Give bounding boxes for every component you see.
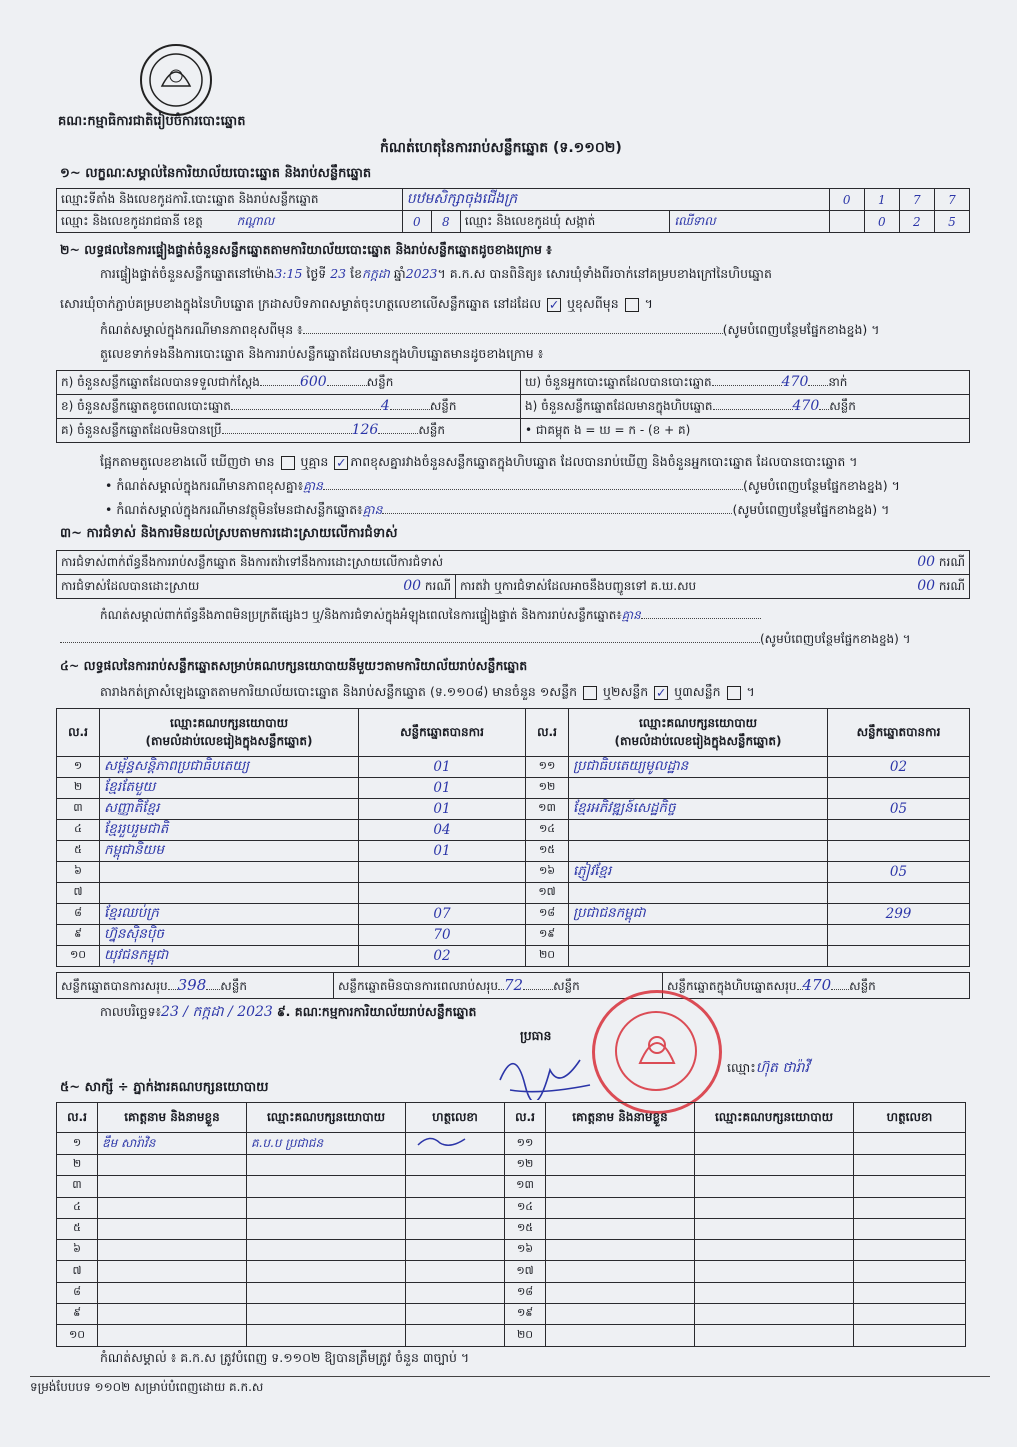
party-votes: 01 xyxy=(359,799,526,820)
province-code-digit: 8 xyxy=(431,211,460,233)
witness-row xyxy=(57,1240,966,1261)
commune-code-digit: 5 xyxy=(934,211,969,233)
results-row xyxy=(57,757,970,778)
col-name: គោត្តនាម និងនាមខ្លួន xyxy=(546,1103,695,1133)
province-value: កណ្ដាល xyxy=(236,213,275,228)
party-name xyxy=(569,778,828,799)
party-votes: 07 xyxy=(359,904,526,925)
party-votes: 70 xyxy=(359,925,526,946)
objection-row1: ការជំទាស់ពាក់ព័ន្ធនឹងការរាប់សន្លឹកឆ្នោត និងការតវ៉ាទៅនឹងការដោះស្រាយលើការជំទាស់ 00 ករណី xyxy=(57,551,970,575)
witness-name[interactable] xyxy=(546,1304,695,1325)
witness-number[interactable]: ៧ xyxy=(57,1261,98,1282)
witness-party[interactable] xyxy=(247,1176,406,1197)
checkbox-no-diff[interactable]: ✓ xyxy=(336,454,347,470)
party-votes: 05 xyxy=(828,799,970,820)
chair-signature-icon xyxy=(490,1040,600,1100)
witness-signature[interactable] xyxy=(854,1304,966,1325)
witness-number[interactable]: ៤ xyxy=(57,1197,98,1218)
diff-note: • កំណត់សម្គាល់ក្នុងករណីមានភាពខុសគ្នា៖គ្មាន (សូមបំពេញបន្ថែមផ្នែកខាងខ្នង) ។ xyxy=(105,478,900,493)
section3-heading: ៣~ ការជំទាស់ និងការមិនយល់ស្របតាមការដោះស្រាយលើការជំទាស់ xyxy=(60,526,398,541)
station-name-label: ឈ្មោះទីតាំង និងលេខកូដការិ.បោះឆ្នោត និងរាប់សន្លឹកឆ្នោត xyxy=(57,189,403,211)
commune-code-digit: 0 xyxy=(864,211,899,233)
witness-name[interactable] xyxy=(546,1261,695,1282)
station-table xyxy=(56,188,970,233)
witness-party[interactable] xyxy=(695,1155,854,1176)
witness-name[interactable] xyxy=(98,1282,247,1303)
count-c: គ) ចំនួនសន្លឹកឆ្នោតដែលមិនបានប្រើ 126 សន្លឹក xyxy=(57,419,521,443)
witness-party[interactable] xyxy=(247,1218,406,1239)
total-box: សន្លឹកឆ្នោតក្នុងហិបឆ្នោតសរុប 470 សន្លឹក xyxy=(663,973,970,999)
witness-name[interactable] xyxy=(546,1197,695,1218)
witness-name[interactable] xyxy=(98,1304,247,1325)
verify-time: 3:15 xyxy=(274,266,303,281)
station-code-digit: 1 xyxy=(864,189,899,211)
party-name: ប្រជាធិបតេយ្យមូលដ្ឋាន xyxy=(569,757,828,778)
party-votes: 04 xyxy=(359,820,526,841)
party-votes xyxy=(828,946,970,967)
copies-note: កំណត់សម្គាល់ ៖ គ.ក.ស ត្រូវបំពេញ ទ.១១០២ ឱ្យបានត្រឹមត្រូវ ចំនួន ៣ច្បាប់ ។ xyxy=(100,1350,470,1365)
party-number: ១៨ xyxy=(526,904,569,925)
difference-note-line: កំណត់សម្គាល់ក្នុងករណីមានភាពខុសពីមុន ៖ (សូមបំពេញបន្ថែមផ្នែកខាងខ្នង) ។ xyxy=(100,322,880,337)
total-invalid: សន្លឹកឆ្នោតមិនបានការពេលរាប់សរុប 72 សន្លឹក xyxy=(334,973,663,999)
party-name: សញ្ញាតិខ្មែរ xyxy=(100,799,359,820)
party-name: ប្រជាជនកម្ពុជា xyxy=(569,904,828,925)
witness-signature[interactable] xyxy=(406,1176,505,1197)
witness-number[interactable]: ៣ xyxy=(57,1176,98,1197)
witness-signature[interactable] xyxy=(854,1282,966,1303)
section1-heading: ១~ លក្ខណៈសម្គាល់នៃការិយាល័យបោះឆ្នោត និងរាប់សន្លឹកឆ្នោត xyxy=(60,166,372,181)
party-number: ១១ xyxy=(526,757,569,778)
results-row xyxy=(57,799,970,820)
witness-name[interactable] xyxy=(98,1240,247,1261)
foreign-object-note: • កំណត់សម្គាល់ក្នុងករណីមានវត្ថុមិនមែនជាសន្លឹកឆ្នោត៖គ្មាន (សូមបំពេញបន្ថែមផ្នែកខាងខ្នង) ។ xyxy=(105,502,890,517)
witness-row xyxy=(57,1197,966,1218)
col-votes: សន្លឹកឆ្នោតបានការ xyxy=(359,709,526,757)
witness-number[interactable]: ២ xyxy=(57,1155,98,1176)
org-name: គណ:កម្មាធិការជាតិរៀបចំការបោះឆ្នោត xyxy=(58,114,246,129)
witness-name[interactable] xyxy=(546,1155,695,1176)
party-votes: 05 xyxy=(828,862,970,883)
official-seal-icon xyxy=(592,990,722,1114)
party-number: ៦ xyxy=(57,862,100,883)
witness-party[interactable] xyxy=(695,1261,854,1282)
party-votes xyxy=(828,820,970,841)
witness-name[interactable] xyxy=(98,1176,247,1197)
witness-number[interactable]: ១០ xyxy=(57,1325,98,1346)
results-row xyxy=(57,904,970,925)
objection-forwarded: ការតវ៉ា ឬការជំទាស់ដែលអាចនឹងបញ្ជូនទៅ គ.ឃ.សប 00 ករណី xyxy=(456,575,970,599)
results-row xyxy=(57,841,970,862)
chair-title: ប្រធាន xyxy=(520,1028,552,1043)
objections-table xyxy=(56,550,970,599)
witness-signature[interactable] xyxy=(854,1240,966,1261)
witness-party[interactable] xyxy=(695,1197,854,1218)
witness-name[interactable] xyxy=(546,1176,695,1197)
witness-number[interactable]: ១៤ xyxy=(505,1197,546,1218)
witness-name[interactable] xyxy=(546,1133,695,1155)
station-name-value: បឋមសិក្សាចុងជើងក្រ xyxy=(402,189,829,211)
witness-party[interactable] xyxy=(695,1218,854,1239)
party-votes: 299 xyxy=(828,904,970,925)
party-name xyxy=(100,862,359,883)
witness-number[interactable]: ៩ xyxy=(57,1304,98,1325)
col-no: ល.រ xyxy=(505,1103,546,1133)
irregularity-fill: (សូមបំពេញបន្ថែមផ្នែកខាងខ្នង) ។ xyxy=(60,632,911,647)
section5-heading: ៥~ សាក្សី ÷ ភ្នាក់ងារគណបក្សនយោបាយ xyxy=(60,1080,269,1095)
party-votes: 02 xyxy=(359,946,526,967)
results-row xyxy=(57,778,970,799)
seal-line: សោរឃុំចាក់ភ្ជាប់គម្របខាងក្នុងនៃហិបឆ្នោត ក្រដាសបិទភាពសម្ងាត់ចុះហត្ថលេខាលើសន្លឹកឆ្នោត នៅដដែល ✓ ឬខុសពីមុន ។ xyxy=(60,296,653,312)
party-name: ហ្វ៊ុនស៊ិនប៉ិច xyxy=(100,925,359,946)
witness-signature[interactable] xyxy=(854,1176,966,1197)
witness-signature[interactable] xyxy=(406,1261,505,1282)
party-name: ភ្ញៀវខ្មែរ xyxy=(569,862,828,883)
witness-number[interactable]: ២០ xyxy=(505,1325,546,1346)
results-row xyxy=(57,820,970,841)
witness-number[interactable]: ១១ xyxy=(505,1133,546,1155)
party-number: ១៩ xyxy=(526,925,569,946)
witness-number[interactable]: ១៥ xyxy=(505,1218,546,1239)
witness-row xyxy=(57,1218,966,1239)
commune-label: ឈ្មោះ និងលេខកូដឃុំ សង្កាត់ xyxy=(460,211,669,233)
witness-number[interactable]: ១៣ xyxy=(505,1176,546,1197)
checkbox-one-sheet[interactable] xyxy=(583,686,597,700)
party-name: ខ្មែរតែមួយ xyxy=(100,778,359,799)
count-d: ឃ) ចំនួនអ្នកបោះឆ្នោតដែលបានបោះឆ្នោត 470 នាក់ xyxy=(521,371,970,395)
col-no: ល.រ xyxy=(526,709,569,757)
col-party: ឈ្មោះគណបក្សនយោបាយ xyxy=(695,1103,854,1133)
results-row xyxy=(57,946,970,967)
witness-table xyxy=(56,1102,966,1347)
col-name: គោត្តនាម និងនាមខ្លួន xyxy=(98,1103,247,1133)
party-votes: 01 xyxy=(359,757,526,778)
witness-row xyxy=(57,1176,966,1197)
verification-line: ការផ្ទៀងផ្ទាត់ចំនួនសន្លឹកឆ្នោតនៅម៉ោង3:15 ថ្ងៃទី 23 ខែកក្កដា ឆ្នាំ2023។ គ.ក.ស បានពិនិត្យ៖ សោរឃុំទាំងពីរចាក់នៅគម្របខាងក្រៅនៃហិបឆ្នោត xyxy=(100,266,772,281)
witness-signature[interactable] xyxy=(854,1218,966,1239)
province-code-digit: 0 xyxy=(402,211,431,233)
party-number: ១ xyxy=(57,757,100,778)
witness-party[interactable] xyxy=(247,1197,406,1218)
witness-row xyxy=(57,1325,966,1346)
witness-number[interactable]: ១៧ xyxy=(505,1261,546,1282)
party-name: ខ្មែររួបរួមជាតិ xyxy=(100,820,359,841)
witness-party[interactable] xyxy=(247,1240,406,1261)
witness-row xyxy=(57,1155,966,1176)
results-table xyxy=(56,708,970,967)
form-footer: ទម្រង់បែបបទ ១១០២ សម្រាប់បំពេញដោយ គ.ក.ស xyxy=(30,1380,264,1394)
party-number: ១៧ xyxy=(526,883,569,904)
witness-name[interactable] xyxy=(98,1218,247,1239)
col-no: ល.រ xyxy=(57,709,100,757)
witness-number[interactable]: ៥ xyxy=(57,1218,98,1239)
footer-divider xyxy=(30,1376,990,1377)
party-name: យុវជនកម្ពុជា xyxy=(100,946,359,967)
section2-heading: ២~ លទ្ធផលនៃការផ្ទៀងផ្ទាត់ចំនួនសន្លឹកឆ្នោតតាមការិយាល័យបោះឆ្នោត និងរាប់សន្លឹកឆ្នោតដូចខាងក្រោម ៖ xyxy=(60,242,552,257)
party-name: កម្ពុជានិយម xyxy=(100,841,359,862)
party-name xyxy=(569,841,828,862)
totals-table xyxy=(56,972,970,999)
party-name: សម្ព័ន្ធសន្តិភាពប្រជាធិបតេយ្យ xyxy=(100,757,359,778)
station-code-digit: 7 xyxy=(934,189,969,211)
results-row xyxy=(57,925,970,946)
station-code-digit: 7 xyxy=(899,189,934,211)
witness-row xyxy=(57,1304,966,1325)
count-b: ខ) ចំនួនសន្លឹកឆ្នោតខូចពេលបោះឆ្នោត 4 សន្លឹក xyxy=(57,395,521,419)
party-number: ៤ xyxy=(57,820,100,841)
witness-signature[interactable] xyxy=(854,1155,966,1176)
commune-value: ឈើទាល xyxy=(670,211,829,233)
party-name: ខ្មែរអភិវឌ្ឍន៍សេដ្ឋកិច្ច xyxy=(569,799,828,820)
col-no: ល.រ xyxy=(57,1103,98,1133)
witness-party[interactable] xyxy=(247,1282,406,1303)
party-name xyxy=(569,820,828,841)
witness-signature[interactable] xyxy=(406,1325,505,1346)
witness-signature[interactable] xyxy=(406,1282,505,1303)
witness-signature[interactable] xyxy=(854,1261,966,1282)
witness-row xyxy=(57,1261,966,1282)
witness-number[interactable]: ១៩ xyxy=(505,1304,546,1325)
witness-name[interactable] xyxy=(546,1282,695,1303)
party-votes xyxy=(359,862,526,883)
count-e: ង) ចំនួនសន្លឹកឆ្នោតដែលមានក្នុងហិបឆ្នោត 470 សន្លឹក xyxy=(521,395,970,419)
party-name xyxy=(569,946,828,967)
witness-party[interactable] xyxy=(247,1155,406,1176)
witness-row xyxy=(57,1133,966,1155)
party-number: ៧ xyxy=(57,883,100,904)
witness-party[interactable]: គ.ប.ប ប្រជាជន xyxy=(247,1133,406,1155)
col-sign: ហត្ថលេខា xyxy=(854,1103,966,1133)
col-party: ឈ្មោះគណបក្សនយោបាយ (តាមលំដាប់លេខរៀងក្នុងសន្លឹកឆ្នោត) xyxy=(100,709,359,757)
witness-signature[interactable] xyxy=(854,1133,966,1155)
tally-sheet-line: តារាងកត់ត្រាសំឡេងឆ្នោតតាមការិយាល័យបោះឆ្នោត និងរាប់សន្លឹកឆ្នោត (ទ.១១០៨) មានចំនួន ១សន្លឹក ឬ២សន្លឹក ✓ ឬ៣សន្លឹក ។ xyxy=(100,684,755,700)
checkbox-different[interactable] xyxy=(625,298,639,312)
party-number: ១៣ xyxy=(526,799,569,820)
witness-signature[interactable] xyxy=(406,1197,505,1218)
form-title: កំណត់ហេតុនៃការរាប់សន្លឹកឆ្នោត (ទ.១១០២) xyxy=(380,140,622,156)
witness-number[interactable]: ១២ xyxy=(505,1155,546,1176)
party-number: ៨ xyxy=(57,904,100,925)
province-label: ឈ្មោះ និងលេខកូដរាជធានី ខេត្ត កណ្ដាល xyxy=(57,211,403,233)
witness-party[interactable] xyxy=(695,1282,854,1303)
chair-name: ឈ្មោះហ៊ុត ថារ៉ាវី xyxy=(727,1060,810,1076)
party-votes: 02 xyxy=(828,757,970,778)
witness-signature[interactable] xyxy=(406,1304,505,1325)
witness-party[interactable] xyxy=(247,1304,406,1325)
party-votes xyxy=(828,778,970,799)
witness-signature[interactable] xyxy=(406,1155,505,1176)
party-name xyxy=(569,925,828,946)
witness-row xyxy=(57,1282,966,1303)
party-name: ខ្មែរឈប់ក្រ xyxy=(100,904,359,925)
discrepancy-line: ផ្អែកតាមតួលេខខាងលើ ឃើញថា មាន ឬគ្មាន ✓ ភាពខុសគ្នារវាងចំនួនសន្លឹកឆ្នោតក្នុងហិបឆ្នោត ដែលបានរាប់ឃើញ និងចំនួនអ្នកបោះឆ្នោត ដែលបានបោះឆ្នោត ។ xyxy=(100,454,858,470)
witness-signature[interactable] xyxy=(854,1325,966,1346)
party-votes: 01 xyxy=(359,841,526,862)
nec-emblem-icon xyxy=(140,44,212,116)
count-formula: • ជាគម្ពុត ង = ឃ = ក - (ខ + គ) xyxy=(521,419,970,443)
witness-number[interactable]: ១៨ xyxy=(505,1282,546,1303)
party-votes xyxy=(359,883,526,904)
irregularity-note: កំណត់សម្គាល់ពាក់ព័ន្ធនឹងភាពមិនប្រក្រតីផ្សេងៗ ឬ/និងការជំទាស់ក្នុងអំឡុងពេលនៃការផ្ទៀងផ្ទាត់ និងការរាប់សន្លឹកឆ្នោត៖គ្មាន xyxy=(100,608,761,623)
checkbox-same[interactable]: ✓ xyxy=(548,296,560,312)
checkbox-three-sheets[interactable] xyxy=(727,686,741,700)
witness-name[interactable]: ឌឹម សារ៉ាវិន xyxy=(98,1133,247,1155)
party-votes xyxy=(828,925,970,946)
witness-signature[interactable] xyxy=(406,1218,505,1239)
verify-year: 2023 xyxy=(405,266,438,281)
party-number: ៩ xyxy=(57,925,100,946)
checkbox-has-diff[interactable] xyxy=(281,456,295,470)
col-party: ឈ្មោះគណបក្សនយោបាយ xyxy=(247,1103,406,1133)
total-valid: សន្លឹកឆ្នោតបានការសរុប 398 សន្លឹក xyxy=(57,973,334,999)
witness-party[interactable] xyxy=(247,1261,406,1282)
commune-code-digit: 2 xyxy=(899,211,934,233)
witness-signature[interactable] xyxy=(854,1197,966,1218)
party-votes xyxy=(828,841,970,862)
witness-number[interactable]: ៨ xyxy=(57,1282,98,1303)
verify-day: 23 xyxy=(330,266,347,281)
witness-party[interactable] xyxy=(695,1176,854,1197)
witness-signature-icon xyxy=(410,1133,480,1151)
party-number: ២ xyxy=(57,778,100,799)
col-votes: សន្លឹកឆ្នោតបានការ xyxy=(828,709,970,757)
witness-name[interactable] xyxy=(98,1261,247,1282)
witness-number[interactable]: ១៦ xyxy=(505,1240,546,1261)
witness-name[interactable] xyxy=(546,1240,695,1261)
party-number: ១២ xyxy=(526,778,569,799)
party-name xyxy=(569,883,828,904)
witness-name[interactable] xyxy=(98,1197,247,1218)
party-number: ៣ xyxy=(57,799,100,820)
witness-signature[interactable] xyxy=(406,1240,505,1261)
witness-party[interactable] xyxy=(695,1240,854,1261)
party-number: ២០ xyxy=(526,946,569,967)
witness-party[interactable] xyxy=(695,1304,854,1325)
objection-resolved: ការជំទាស់ដែលបានដោះស្រាយ 00 ករណី xyxy=(57,575,456,599)
figures-intro: តួលេខទាក់ទងនឹងការបោះឆ្នោត និងការរាប់សន្លឹកឆ្នោតដែលមានក្នុងហិបឆ្នោតមានដូចខាងក្រោម ៖ xyxy=(100,346,544,361)
section4-heading: ៤~ លទ្ធផលនៃការរាប់សន្លឹកឆ្នោតសម្រាប់គណបក្សនយោបាយនីមួយៗតាមការិយាល័យរាប់សន្លឹកឆ្នោត xyxy=(60,658,528,673)
witness-name[interactable] xyxy=(546,1325,695,1346)
results-row xyxy=(57,883,970,904)
party-name xyxy=(100,883,359,904)
witness-party[interactable] xyxy=(695,1133,854,1155)
party-votes: 01 xyxy=(359,778,526,799)
witness-name[interactable] xyxy=(546,1218,695,1239)
party-number: ១៥ xyxy=(526,841,569,862)
witness-name[interactable] xyxy=(98,1155,247,1176)
checkbox-two-sheets[interactable]: ✓ xyxy=(655,684,667,700)
party-votes xyxy=(828,883,970,904)
witness-signature[interactable] xyxy=(406,1133,505,1155)
col-sign: ហត្ថលេខា xyxy=(406,1103,505,1133)
counts-table xyxy=(56,370,970,443)
party-number: ១០ xyxy=(57,946,100,967)
sign-date-line: កាលបរិច្ឆេទ៖23 / កក្កដា / 2023 ៩. គណៈកម្មការការិយាល័យរាប់សន្លឹកឆ្នោត xyxy=(100,1004,477,1020)
station-code-digit: 0 xyxy=(829,189,864,211)
witness-party[interactable] xyxy=(247,1325,406,1346)
party-number: ៥ xyxy=(57,841,100,862)
verify-month: កក្កដា xyxy=(362,266,390,281)
witness-number[interactable]: ៦ xyxy=(57,1240,98,1261)
party-number: ១៤ xyxy=(526,820,569,841)
party-number: ១៦ xyxy=(526,862,569,883)
results-row xyxy=(57,862,970,883)
witness-number[interactable]: ១ xyxy=(57,1133,98,1155)
count-a: ក) ចំនួនសន្លឹកឆ្នោតដែលបានទទួលជាក់ស្ដែង 600 សន្លឹក xyxy=(57,371,521,395)
col-party: ឈ្មោះគណបក្សនយោបាយ (តាមលំដាប់លេខរៀងក្នុងសន្លឹកឆ្នោត) xyxy=(569,709,828,757)
witness-name[interactable] xyxy=(98,1325,247,1346)
witness-party[interactable] xyxy=(695,1325,854,1346)
